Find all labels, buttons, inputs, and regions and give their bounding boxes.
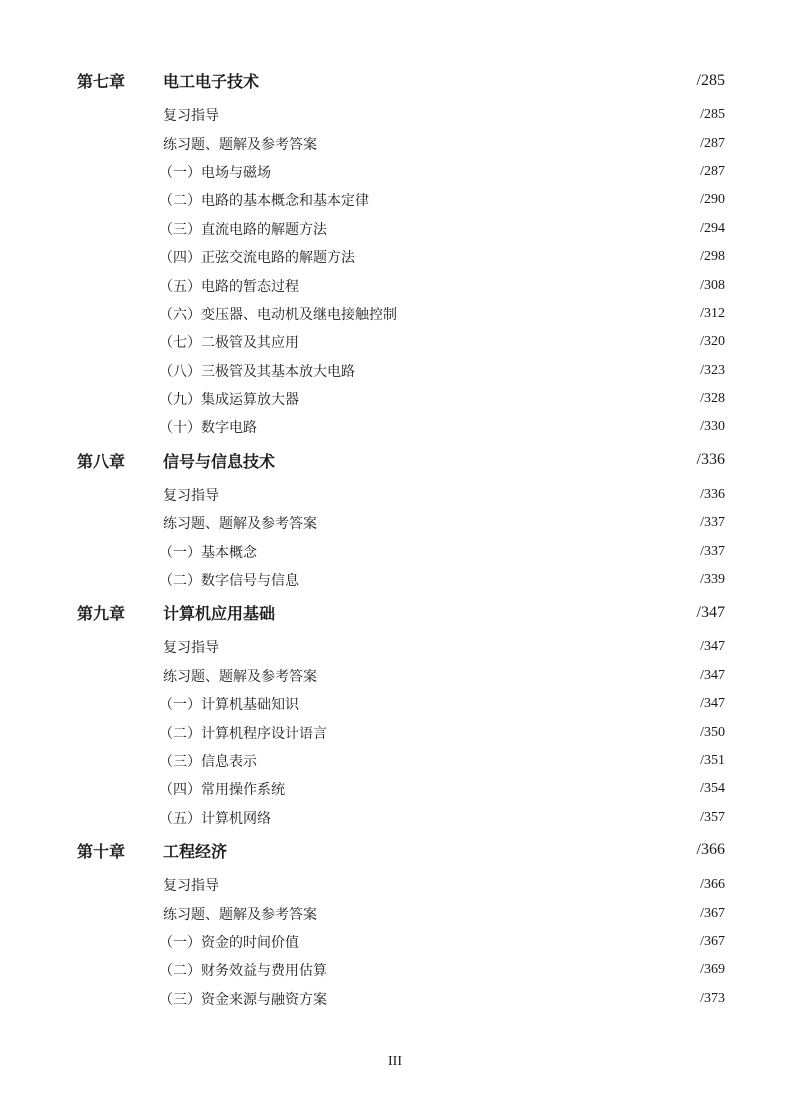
- entry-page: /336: [700, 486, 725, 502]
- entry-list: [77, 629, 725, 834]
- entry-title: （二）数字信号与信息: [159, 573, 299, 590]
- entry-title: （六）变压器、电动机及继电接触控制: [159, 306, 397, 323]
- chapter-number: 第十章: [77, 841, 126, 861]
- chapter-section: [77, 444, 725, 597]
- entry-page: /367: [700, 933, 725, 949]
- entry-title: （四）常用操作系统: [159, 782, 285, 799]
- entry-title: （一）资金的时间价值: [159, 934, 299, 951]
- entry-page: /320: [700, 334, 725, 350]
- entry-page: /347: [700, 639, 725, 655]
- toc-entry[interactable]: [77, 566, 725, 594]
- toc-entry[interactable]: [77, 413, 725, 441]
- entry-list: [77, 867, 725, 1015]
- page-number: III: [388, 1054, 402, 1069]
- chapter-heading[interactable]: [77, 834, 725, 867]
- entry-title: （三）信息表示: [159, 754, 257, 770]
- entry-title: （三）直流电路的解题方法: [159, 221, 327, 238]
- chapter-section: [77, 64, 725, 444]
- entry-page: /290: [700, 192, 725, 208]
- toc-entry[interactable]: [77, 804, 725, 832]
- entry-title: （九）集成运算放大器: [159, 392, 299, 409]
- toc-entry[interactable]: [77, 481, 725, 509]
- entry-title: （一）计算机基础知识: [159, 697, 299, 714]
- entry-title: （五）电路的暂态过程: [159, 278, 299, 295]
- entry-page: /323: [700, 362, 725, 378]
- toc-entry[interactable]: [77, 186, 725, 214]
- toc-entry[interactable]: [77, 956, 725, 984]
- entry-title: （二）财务效益与费用估算: [159, 963, 327, 980]
- entry-title: （一）基本概念: [159, 544, 257, 561]
- toc-entry[interactable]: [77, 633, 725, 661]
- entry-page: /294: [700, 220, 725, 236]
- entry-title: （五）计算机网络: [159, 810, 271, 827]
- chapter-section: [77, 596, 725, 834]
- entry-title: 复习指导: [163, 640, 219, 657]
- entry-page: /328: [700, 391, 725, 407]
- entry-page: /285: [700, 107, 725, 123]
- entry-title: 复习指导: [163, 108, 219, 125]
- toc-entry[interactable]: [77, 747, 725, 775]
- entry-page: /367: [700, 905, 725, 921]
- chapter-number: 第九章: [77, 604, 126, 624]
- entry-title: （七）二极管及其应用: [159, 335, 299, 352]
- entry-title: 复习指导: [163, 487, 219, 504]
- toc-entry[interactable]: [77, 300, 725, 328]
- entry-page: /330: [700, 419, 725, 435]
- toc-entry[interactable]: [77, 662, 725, 690]
- entry-title: 练习题、题解及参考答案: [163, 668, 317, 685]
- entry-page: /347: [700, 696, 725, 712]
- chapter-section: [77, 834, 725, 1015]
- entry-page: /351: [700, 753, 725, 768]
- toc-entry[interactable]: [77, 537, 725, 565]
- entry-page: /357: [700, 809, 725, 825]
- entry-title: （二）电路的基本概念和基本定律: [159, 193, 369, 210]
- toc-entry[interactable]: [77, 899, 725, 927]
- toc-entry[interactable]: [77, 357, 725, 385]
- toc-entry[interactable]: [77, 718, 725, 746]
- entry-page: /287: [700, 163, 725, 179]
- chapter-page: /347: [696, 603, 725, 621]
- entry-title: 练习题、题解及参考答案: [163, 906, 317, 923]
- entry-title: （二）计算机程序设计语言: [159, 725, 327, 742]
- entry-page: /312: [700, 305, 725, 321]
- entry-page: /337: [700, 515, 725, 531]
- chapter-heading[interactable]: [77, 64, 725, 97]
- entry-title: 复习指导: [163, 878, 219, 895]
- entry-page: /350: [700, 724, 725, 740]
- chapter-heading[interactable]: [77, 444, 725, 477]
- entry-page: /369: [700, 962, 725, 978]
- chapter-title: 工程经济: [163, 841, 228, 861]
- entry-page: /354: [700, 781, 725, 797]
- toc-entry[interactable]: [77, 690, 725, 718]
- chapter-number: 第八章: [77, 451, 126, 471]
- chapter-title: 电工电子技术: [163, 72, 260, 91]
- entry-title: （一）电场与磁场: [159, 164, 271, 181]
- entry-page: /308: [700, 277, 725, 293]
- entry-list: [77, 97, 725, 444]
- toc-entry[interactable]: [77, 101, 725, 129]
- toc-entry[interactable]: [77, 985, 725, 1013]
- toc-entry[interactable]: [77, 271, 725, 299]
- entry-title: 练习题、题解及参考答案: [163, 136, 317, 153]
- toc-entry[interactable]: [77, 215, 725, 243]
- chapter-title: 信号与信息技术: [163, 451, 276, 471]
- entry-page: /347: [700, 667, 725, 683]
- toc-entry[interactable]: [77, 928, 725, 956]
- entry-page: /339: [700, 572, 725, 588]
- chapter-page: /366: [696, 841, 725, 859]
- chapter-page: /336: [696, 451, 725, 469]
- toc-entry[interactable]: [77, 129, 725, 157]
- table-of-contents: [77, 64, 725, 1015]
- entry-page: /373: [700, 990, 725, 1006]
- entry-title: （四）正弦交流电路的解题方法: [159, 250, 355, 267]
- entry-list: [77, 477, 725, 597]
- toc-entry[interactable]: [77, 243, 725, 271]
- toc-entry[interactable]: [77, 328, 725, 356]
- chapter-title: 计算机应用基础: [163, 604, 276, 624]
- chapter-heading[interactable]: [77, 596, 725, 629]
- entry-page: /366: [700, 877, 725, 893]
- entry-page: /287: [700, 135, 725, 151]
- entry-page: /298: [700, 249, 725, 265]
- entry-title: （十）数字电路: [159, 420, 257, 437]
- toc-entry[interactable]: [77, 158, 725, 186]
- entry-title: （三）资金来源与融资方案: [159, 991, 327, 1008]
- entry-title: （八）三极管及其基本放大电路: [159, 363, 355, 380]
- entry-page: /337: [700, 543, 725, 559]
- entry-title: 练习题、题解及参考答案: [163, 516, 317, 533]
- chapter-number: 第七章: [77, 72, 126, 91]
- toc-entry[interactable]: [77, 871, 725, 899]
- toc-entry[interactable]: [77, 509, 725, 537]
- toc-entry[interactable]: [77, 385, 725, 413]
- toc-entry[interactable]: [77, 775, 725, 803]
- chapter-page: /285: [696, 71, 725, 89]
